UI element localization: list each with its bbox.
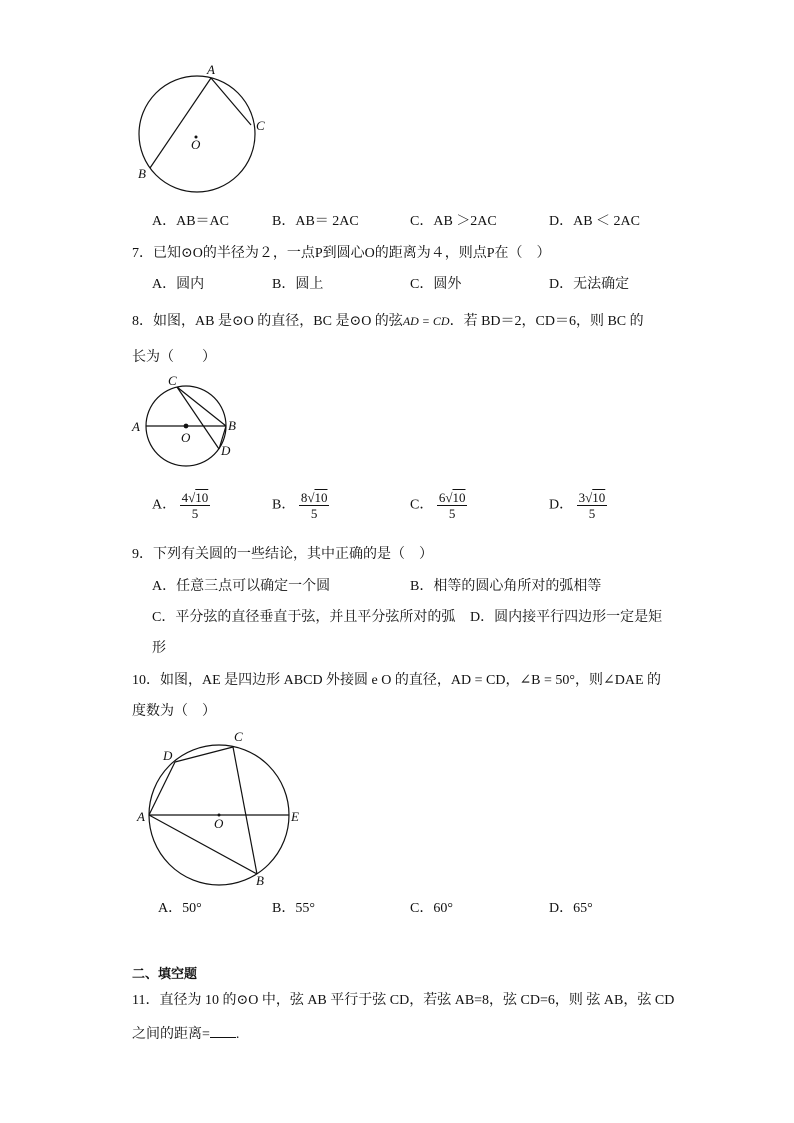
q9-option-a[interactable]: A．任意三点可以确定一个圆 [152, 579, 331, 594]
q10-side-ab [149, 815, 257, 874]
q6-chord-ab [150, 78, 211, 168]
q8-option-c-den: 5 [448, 506, 456, 521]
q8-option-b[interactable] [272, 490, 329, 521]
q8-option-d-label: D． [549, 497, 574, 513]
q8-label-c: C [168, 373, 177, 388]
q8-center-dot [184, 424, 189, 429]
q6-option-c[interactable]: C．AB ＞2AC [410, 214, 497, 229]
q8-option-c-fraction: $\frac{6√10}{5}$ [438, 490, 466, 521]
q8-option-a[interactable] [152, 490, 210, 521]
q10-option-c[interactable]: C．60° [410, 901, 453, 916]
q10-label-b: B [256, 873, 264, 888]
q9-option-d[interactable] [470, 609, 662, 627]
q10-side-cb [233, 747, 257, 874]
q8-label-o: O [181, 430, 191, 445]
q11-stem-text: 之间的距离= [132, 1027, 210, 1042]
q10-label-o: O [214, 816, 224, 831]
q8-option-d-radicand: 10 [592, 490, 606, 505]
q9-option-c[interactable]: C．平分弦的直径垂直于弦，并且平分弦所对的弧 [152, 610, 456, 625]
q8-label-a: A [132, 419, 140, 434]
q8-label-b: B [228, 418, 236, 433]
q8-option-a-fraction: $\frac{4√10}{5}$ [181, 490, 209, 521]
q11-stem-line1: 11．直径为 10 的⊙O 中，弦 AB 平行于弦 CD，若弦 AB=8，弦 CD=6，则 弦 AB，弦 CD [132, 993, 675, 1008]
q8-option-b-coef: 8 [300, 490, 308, 505]
q8-option-d-coef: 3 [578, 490, 586, 505]
q10-label-c: C [234, 729, 243, 744]
q11-stem-end: . [235, 1027, 240, 1042]
q6-option-d[interactable]: D．AB ＜ 2AC [549, 214, 641, 229]
q9-option-d-text: D．圆内接平行四边形一定是矩 [470, 610, 663, 625]
q8-option-c-coef: 6 [438, 490, 446, 505]
q8-option-b-radicand: 10 [314, 490, 328, 505]
q10-stem-line2: 度数为（ ） [132, 704, 216, 719]
q6-label-c: C [256, 118, 265, 133]
q6-option-a[interactable]: A．AB＝AC [152, 214, 230, 229]
q6-label-a: A [207, 62, 215, 77]
q10-option-b[interactable]: B．55° [272, 901, 315, 916]
q8-chord-bc [177, 387, 226, 426]
q10-option-d[interactable]: D．65° [549, 901, 593, 916]
q8-circle-figure [128, 372, 248, 472]
q11-answer-blank[interactable] [210, 1025, 236, 1038]
q6-circle-figure [130, 62, 290, 202]
q8-option-a-radicand: 10 [195, 490, 209, 505]
q6-option-b[interactable]: B．AB＝ 2AC [272, 214, 359, 229]
q9-option-d-wrap: 形 [152, 641, 166, 656]
q9-option-b[interactable]: B．相等的圆心角所对的弧相等 [410, 579, 602, 594]
q6-label-o: O [191, 137, 201, 152]
q8-option-b-den: 5 [310, 506, 318, 521]
q10-side-ad [149, 762, 175, 815]
q7-option-b[interactable]: B．圆上 [272, 277, 324, 292]
q8-option-d-fraction: $\frac{3√10}{5}$ [578, 490, 606, 521]
q8-option-b-fraction: $\frac{8√10}{5}$ [300, 490, 328, 521]
q7-stem: 7．已知⊙O的半径为２，一点P到圆心O的距离为４，则点P在（ ） [132, 246, 551, 261]
section-title-fill-in: 二、填空题 [132, 967, 198, 982]
q10-label-e: E [291, 809, 299, 824]
q10-option-a[interactable]: A．50° [158, 901, 202, 916]
q8-option-c-label: C． [410, 497, 434, 513]
q10-label-d: D [163, 748, 173, 763]
q6-label-b: B [138, 166, 146, 181]
q8-option-a-coef: 4 [181, 490, 189, 505]
q6-circle [139, 76, 255, 192]
q8-arc-equation: AD = CD [402, 314, 450, 328]
q10-stem-line1: 10．如图，AE 是四边形 ABCD 外接圆 e O 的直径，AD = CD，∠B = 50°，则∠DAE 的 [132, 673, 662, 688]
q8-label-d: D [221, 443, 231, 458]
q7-option-c[interactable]: C．圆外 [410, 277, 462, 292]
q8-stem-line1 [132, 312, 644, 331]
q8-option-d-den: 5 [588, 506, 596, 521]
q8-option-d[interactable] [549, 490, 607, 521]
q10-circle-figure [130, 724, 310, 890]
q8-option-b-label: B． [272, 497, 296, 513]
q10-label-a: A [137, 809, 145, 824]
q8-option-a-label: A． [152, 497, 177, 513]
q9-stem: 9．下列有关圆的一些结论，其中正确的是（ ） [132, 547, 433, 562]
q8-option-c[interactable] [410, 490, 467, 521]
q8-stem-part1: 8．如图，AB 是⊙O 的直径，BC 是⊙O 的弦 [132, 314, 403, 329]
q8-option-a-den: 5 [191, 506, 199, 521]
q8-stem-part2: ．若 BD＝2，CD＝6，则 BC 的 [449, 314, 644, 329]
q8-stem-line2: 长为（ ） [132, 350, 216, 365]
q11-stem-line2 [132, 1025, 239, 1044]
q7-option-a[interactable]: A．圆内 [152, 277, 205, 292]
q8-option-c-radicand: 10 [452, 490, 466, 505]
q7-option-d[interactable]: D．无法确定 [549, 277, 630, 292]
